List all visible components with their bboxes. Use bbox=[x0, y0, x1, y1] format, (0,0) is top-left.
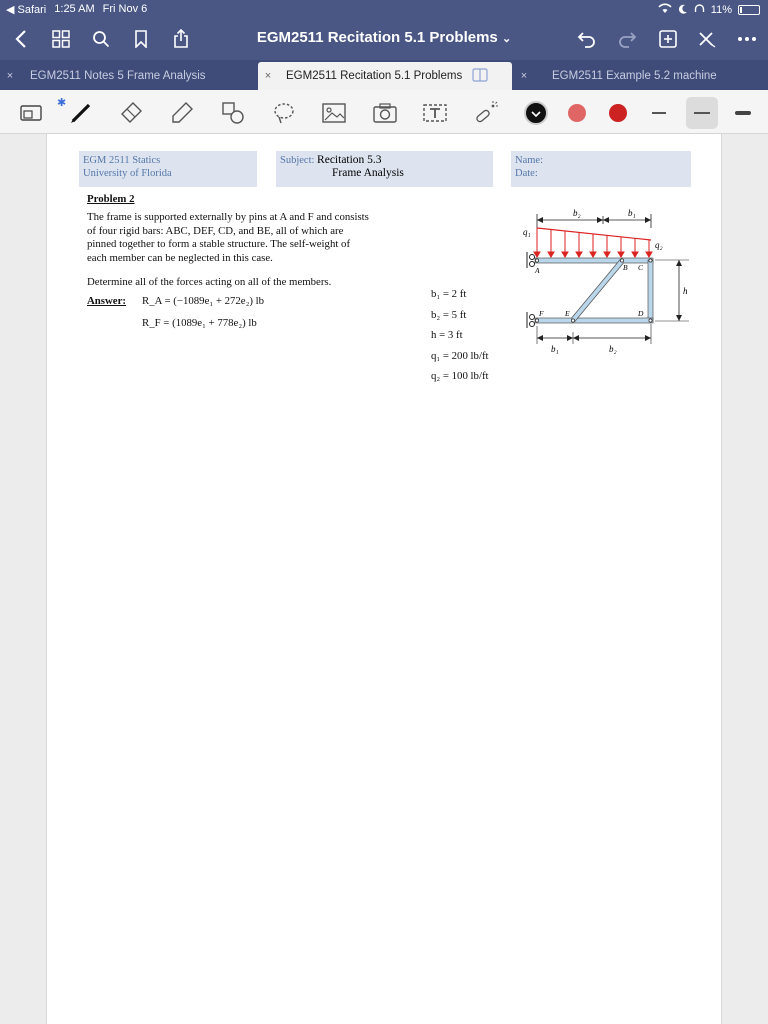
given-values bbox=[431, 284, 489, 387]
status-time: 1:25 AM bbox=[54, 3, 95, 15]
more-icon[interactable] bbox=[734, 26, 760, 52]
medium-stroke-line bbox=[694, 112, 710, 115]
paragraph-line: The frame is supported externally by pins at A and F and consists bbox=[87, 211, 369, 223]
header-subject-label: Subject: bbox=[280, 155, 315, 166]
header-university: University of Florida bbox=[83, 168, 172, 179]
undo-icon[interactable] bbox=[574, 26, 600, 52]
given-q1: q₁ = 200 lb/ft bbox=[431, 349, 489, 362]
answer-rf: R_F = (1089e₁ + 778e₂) lb bbox=[142, 317, 257, 329]
status-date: Fri Nov 6 bbox=[102, 3, 148, 15]
bluetooth-icon: ✱ bbox=[57, 97, 67, 109]
problem-instruction: Determine all of the forces acting on all of the members. bbox=[87, 276, 332, 288]
tab-notes-5[interactable] bbox=[0, 62, 256, 90]
zoom-window-icon[interactable] bbox=[17, 99, 45, 127]
thin-stroke-option[interactable] bbox=[645, 99, 673, 127]
color-red-swatch[interactable] bbox=[604, 99, 632, 127]
color-swatch-0 bbox=[524, 101, 548, 125]
frame-diagram bbox=[517, 204, 697, 364]
given-b2: b₂ = 5 ft bbox=[431, 308, 467, 321]
lasso-icon[interactable] bbox=[270, 99, 298, 127]
header-name-box bbox=[511, 151, 691, 187]
header-date: Date: bbox=[515, 168, 538, 179]
paragraph-line: each member can be neglected in this case. bbox=[87, 251, 273, 264]
thick-stroke-option[interactable] bbox=[729, 99, 757, 127]
color-swatch-1 bbox=[568, 104, 586, 122]
label-b1: b₁ bbox=[628, 208, 636, 218]
status-bar bbox=[0, 0, 768, 20]
battery-percent: 11% bbox=[710, 4, 732, 16]
headphones-icon bbox=[694, 4, 705, 17]
color-swatch-2 bbox=[609, 104, 627, 122]
label-d: D bbox=[638, 309, 644, 318]
header-course-box bbox=[79, 151, 257, 187]
moon-icon bbox=[678, 4, 688, 17]
problem-title: Problem 2 bbox=[87, 193, 135, 205]
text-box-icon[interactable] bbox=[421, 99, 449, 127]
problem-paragraph bbox=[87, 211, 427, 265]
tab-bar bbox=[0, 60, 768, 90]
pen-tool-icon[interactable] bbox=[67, 99, 95, 127]
label-a: A bbox=[535, 266, 540, 275]
camera-icon[interactable] bbox=[371, 99, 399, 127]
redo-icon[interactable] bbox=[614, 26, 640, 52]
thin-stroke-line bbox=[652, 112, 666, 114]
split-view-icon[interactable] bbox=[472, 68, 488, 85]
tab-label: EGM2511 Notes 5 Frame Analysis bbox=[30, 70, 206, 82]
tab-close-icon[interactable]: × bbox=[6, 70, 14, 82]
paragraph-line: of four rigid bars: ABC, DEF, CD, and BE, all of which are bbox=[87, 224, 344, 237]
close-edit-icon[interactable] bbox=[694, 26, 720, 52]
tab-label: EGM2511 Recitation 5.1 Problems bbox=[286, 70, 463, 82]
label-bottom-b2: b₂ bbox=[609, 344, 617, 354]
answer-ra: R_A = (−1089e₁ + 272e₂) lb bbox=[142, 295, 265, 307]
header-name: Name: bbox=[515, 155, 543, 166]
given-q2: q₂ = 100 lb/ft bbox=[431, 370, 489, 382]
label-f: F bbox=[539, 309, 544, 318]
tab-label: EGM2511 Example 5.2 machine bbox=[552, 70, 717, 82]
given-h: h = 3 ft bbox=[431, 329, 463, 341]
tab-example-5-2[interactable] bbox=[514, 62, 768, 90]
given-b1: b₁ = 2 ft bbox=[431, 288, 467, 300]
label-h: h bbox=[683, 286, 688, 296]
label-q2: q₂ bbox=[655, 240, 663, 250]
add-page-icon[interactable] bbox=[655, 26, 681, 52]
label-b2: b₂ bbox=[573, 208, 581, 218]
wifi-icon bbox=[658, 3, 672, 17]
shapes-icon[interactable] bbox=[219, 99, 247, 127]
annotation-toolbar bbox=[0, 90, 768, 134]
label-c: C bbox=[638, 263, 644, 272]
document-title[interactable] bbox=[0, 29, 768, 46]
image-icon[interactable] bbox=[320, 99, 348, 127]
tab-recitation-5-1[interactable] bbox=[258, 62, 512, 90]
label-q1: q₁ bbox=[523, 227, 531, 237]
highlighter-icon[interactable] bbox=[168, 99, 196, 127]
document-title-text: EGM2511 Recitation 5.1 Problems bbox=[256, 29, 498, 46]
label-b: B bbox=[623, 263, 628, 272]
answer-label: Answer: bbox=[87, 295, 126, 307]
title-chevron-icon: ⌄ bbox=[501, 33, 512, 45]
header-subject-box bbox=[276, 151, 493, 187]
battery-icon bbox=[738, 5, 760, 15]
label-bottom-b1: b₁ bbox=[551, 344, 559, 354]
battery-fill bbox=[740, 7, 742, 13]
medium-stroke-option[interactable] bbox=[686, 97, 718, 129]
eraser-icon[interactable] bbox=[117, 99, 145, 127]
document-page[interactable] bbox=[46, 134, 722, 1024]
label-e: E bbox=[565, 309, 570, 318]
header-course: EGM 2511 Statics bbox=[83, 155, 161, 166]
paragraph-line: pinned together to form a stable structure. The self-weight of bbox=[87, 238, 351, 250]
header-subject-2: Frame Analysis bbox=[332, 167, 404, 179]
thick-stroke-line bbox=[735, 111, 751, 115]
header-subject: Recitation 5.3 bbox=[317, 154, 382, 166]
color-black-swatch[interactable] bbox=[522, 99, 550, 127]
tab-close-icon[interactable]: × bbox=[264, 70, 272, 82]
tab-close-icon[interactable]: × bbox=[520, 70, 528, 82]
color-light-red-swatch[interactable] bbox=[563, 99, 591, 127]
back-to-safari[interactable]: ◀ Safari bbox=[6, 4, 47, 16]
nav-bar bbox=[0, 20, 768, 60]
laser-pointer-icon[interactable] bbox=[472, 99, 500, 127]
